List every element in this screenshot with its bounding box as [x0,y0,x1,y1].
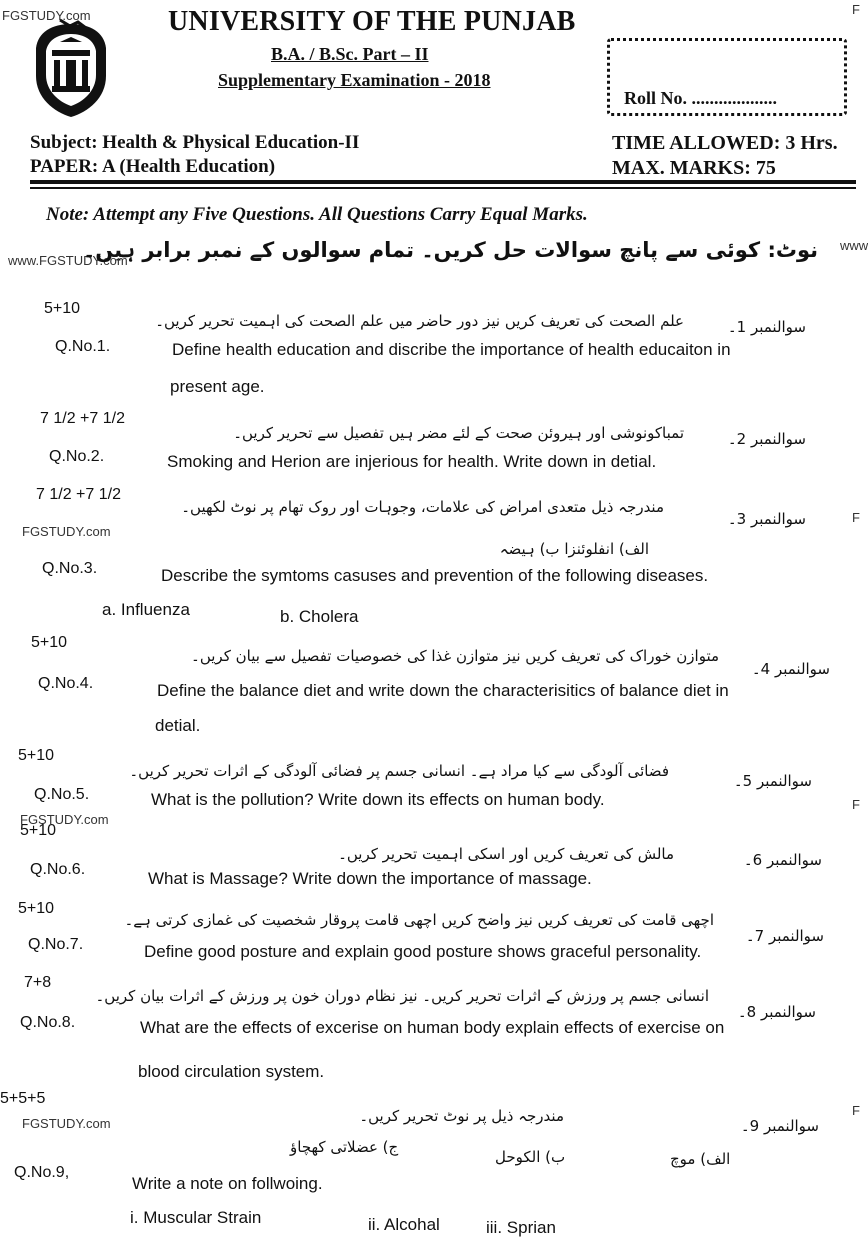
question-urdu-items: الف) انفلوئنزا ب) ہیضہ [499,540,649,558]
question-item: i. Muscular Strain [130,1208,262,1227]
question-urdu-number: سوالنمبر 5۔ [733,772,812,790]
question-urdu: تمباکونوشی اور ہیروئن صحت کے لئے مضر ہیں تفصیل سے تحریر کریں۔ [233,424,684,442]
question-urdu-number: سوالنمبر 9۔ [740,1117,819,1135]
question-urdu-item: الف) موچ [670,1150,731,1168]
header-divider [30,187,856,189]
question-marks: 7 1/2 +7 1/2 [36,486,121,503]
question-text: Define the balance diet and write down the characterisitics of balance diet in [157,681,729,700]
watermark-edge-f: F [852,2,860,17]
subject-line: Subject: Health & Physical Education-II [30,132,360,153]
question-urdu: اچھی قامت کی تعریف کریں نیز واضح کریں اچھی قامت پروقار شخصیت کی غمازی کرتی ہے۔ [124,911,714,929]
question-item: a. Influenza [102,600,190,619]
header-divider [30,180,856,184]
question-marks: 5+10 [44,300,81,317]
max-marks: MAX. MARKS: 75 [612,157,776,179]
watermark-edge-f: F [852,797,860,812]
question-text: blood circulation system. [138,1062,325,1081]
roll-number-label: Roll No. ................... [624,88,777,108]
question-urdu-number: سوالنمبر 6۔ [743,851,822,869]
question-number: Q.No.7. [28,936,84,953]
time-allowed: TIME ALLOWED: 3 Hrs. [612,132,838,154]
question-number: Q.No.9, [14,1164,70,1181]
question-number: Q.No.4. [38,675,94,692]
question-number: Q.No.3. [42,560,98,577]
question-text: What are the effects of excerise on human body explain effects of exercise on [140,1018,725,1037]
question-urdu-number: سوالنمبر 3۔ [727,510,806,528]
note-english: Note: Attempt any Five Questions. All Questions Carry Equal Marks. [46,204,588,225]
question-marks: 7+8 [24,974,52,991]
question-urdu-number: سوالنمبر 7۔ [745,927,824,945]
paper-line: PAPER: A (Health Education) [30,156,276,177]
program-name: B.A. / B.Sc. Part – II [271,44,429,64]
question-urdu-item: ب) الکوحل [495,1148,566,1166]
question-marks: 5+10 [18,747,55,764]
question-urdu: فضائی آلودگی سے کیا مراد ہے۔ انسانی جسم پر فضائی آلودگی کے اثرات تحریر کریں۔ [129,762,669,780]
watermark-mid-overlap: FGSTUDY.com [20,812,109,827]
watermark-edge-f: F [852,1103,860,1118]
question-marks: 5+10 [20,822,57,839]
watermark-edge-f: F [852,510,860,525]
watermark-top-left: FGSTUDY.com [2,8,91,23]
question-text: Define good posture and explain good posture shows graceful personality. [144,942,702,961]
question-text: What is the pollution? Write down its effects on human body. [151,790,605,809]
question-text: Write a note on follwoing. [132,1174,323,1193]
question-urdu-number: سوالنمبر 8۔ [737,1003,816,1021]
question-urdu-number: سوالنمبر 2۔ [727,430,806,448]
question-text: What is Massage? Write down the importance of massage. [148,869,592,888]
question-item: iii. Sprian [486,1218,556,1237]
question-marks: 7 1/2 +7 1/2 [40,410,125,427]
watermark-right-edge: www [840,238,868,253]
question-urdu-number: سوالنمبر 4۔ [751,660,830,678]
question-urdu: علم الصحت کی تعریف کریں نیز دور حاضر میں علم الصحت کی اہمیت تحریر کریں۔ [155,312,684,330]
question-number: Q.No.2. [49,448,105,465]
watermark-bottom: FGSTUDY.com [22,1116,111,1131]
question-text: present age. [170,377,265,396]
question-urdu: مندرجہ ذیل متعدی امراض کی علامات، وجوہات اور روک تھام پر نوٹ لکھیں۔ [181,498,664,516]
question-number: Q.No.6. [30,861,86,878]
university-title: UNIVERSITY OF THE PUNJAB [168,6,576,37]
question-item: ii. Alcohal [368,1215,440,1234]
question-urdu: مندرجہ ذیل پر نوٹ تحریر کریں۔ [359,1107,564,1125]
watermark-left: www.FGSTUDY.com [8,253,128,268]
university-logo [30,20,112,125]
question-urdu-item: ج) عضلاتی کھچاؤ [290,1138,399,1156]
question-marks: 5+5+5 [0,1090,46,1107]
question-urdu: متوازن خوراک کی تعریف کریں نیز متوازن غذا کی خصوصیات تفصیل سے بیان کریں۔ [191,647,719,665]
question-urdu: انسانی جسم پر ورزش کے اثرات تحریر کریں۔ نیز نظام دوران خون پر ورزش کے اثرات بیان کریں۔ [95,987,709,1005]
question-urdu: مالش کی تعریف کریں اور اسکی اہمیت تحریر کریں۔ [338,845,674,863]
question-number: Q.No.5. [34,786,90,803]
note-urdu: نوٹ: کوئی سے پانچ سوالات حل کریں۔ تمام سوالوں کے نمبر برابر ہیں۔ [82,238,818,262]
question-marks: 5+10 [18,900,55,917]
question-marks: 5+10 [31,634,68,651]
watermark-mid: FGSTUDY.com [22,524,111,539]
question-text: Describe the symtoms casuses and prevention of the following diseases. [161,566,709,585]
question-number: Q.No.1. [55,338,111,355]
question-urdu-number: سوالنمبر 1۔ [727,318,806,336]
exam-name: Supplementary Examination - 2018 [218,70,491,90]
question-item: b. Cholera [280,607,359,626]
question-text: detial. [155,716,201,735]
question-number: Q.No.8. [20,1014,76,1031]
question-text: Smoking and Herion are injerious for health. Write down in detial. [167,452,657,471]
question-text: Define health education and discribe the importance of health educaiton in [172,340,731,359]
